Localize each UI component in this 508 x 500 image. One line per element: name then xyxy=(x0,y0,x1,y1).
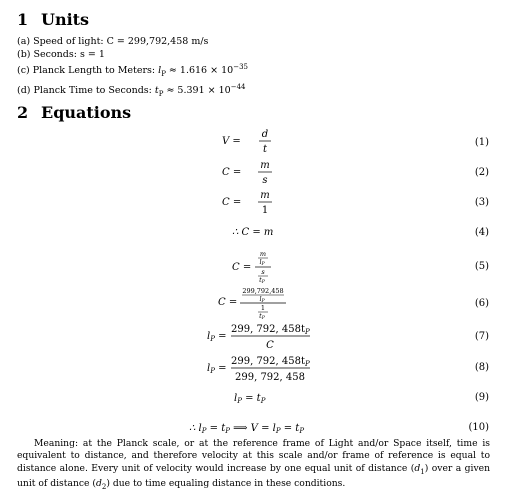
eq2-den: s xyxy=(262,175,268,186)
equation-1-math xyxy=(0,127,508,157)
eq3-den: 1 xyxy=(261,205,269,216)
eq4-text: ∴ C = m xyxy=(232,227,274,238)
section-title: Units xyxy=(41,10,90,29)
eq8-den: 299, 792, 458 xyxy=(235,372,305,383)
equation-4 xyxy=(0,222,508,252)
section-number: 1 xyxy=(17,10,29,29)
equation-9 xyxy=(0,388,508,418)
eq8-num: 299, 792, $458t_P$ xyxy=(231,356,310,368)
eq10-text: ∴ $l_P = t_P$ ⟹ $V = l_P = t_P$ xyxy=(189,423,305,435)
unit-b: (b) Seconds: s = 1 xyxy=(17,48,105,60)
eq6-lhs: C = xyxy=(218,297,238,308)
equation-number: (2) xyxy=(474,167,489,178)
eq1-lhs: V = xyxy=(222,136,241,147)
equation-10-math xyxy=(0,418,508,438)
eq1-num: d xyxy=(261,129,269,140)
unit-d: (d) Planck Time to Seconds: $t_P \approx 5.391 \times 10^{-44}$ xyxy=(17,82,246,98)
eq2-lhs: C = xyxy=(222,167,242,178)
equation-3-math xyxy=(0,188,508,218)
eq2-num: m xyxy=(260,160,270,171)
eq7-lhs: $l_P$ = xyxy=(207,331,227,343)
eq1-den: t xyxy=(262,144,268,155)
section-2-heading xyxy=(17,103,131,122)
section-title: Equations xyxy=(41,103,132,122)
equation-6-math xyxy=(0,286,508,320)
eq6-den-bot: tP xyxy=(259,312,265,321)
equation-number: (8) xyxy=(474,362,489,373)
units-list xyxy=(17,36,248,100)
equation-2-math xyxy=(0,158,508,188)
unit-a: (a) Speed of light: C = 299,792,458 m/s xyxy=(17,36,209,47)
unit-c: (c) Planck Length to Meters: $l_P \approx 1.616 \times 10^{-35}$ xyxy=(17,63,248,79)
eq5-den-top: s xyxy=(261,268,265,276)
equation-8 xyxy=(0,353,508,383)
equation-1 xyxy=(0,127,508,157)
eq5-num-bot: lP xyxy=(259,258,265,267)
equation-4-math xyxy=(0,222,508,242)
equation-number: (5) xyxy=(474,261,489,272)
equation-3 xyxy=(0,188,508,218)
equation-number: (3) xyxy=(474,197,489,208)
eq3-num: m xyxy=(260,190,270,201)
eq6-num-bot: lP xyxy=(259,295,265,304)
equation-number: (6) xyxy=(474,298,489,309)
eq5-den-bot: tP xyxy=(259,276,265,285)
eq5-lhs: C = xyxy=(232,262,252,273)
meaning-paragraph: Meaning: at the Planck scale, or at the reference frame of Light and/or Space itself, time is equivalent to distance, and therefore velocity at this scale and/or frame of reference is equal to distance alone. Every unit of velocity would increase by one equal unit of distance $(d_1)$ over a given unit of distance $(d_2)$ due to time equaling distance in these conditions. xyxy=(17,438,490,491)
eq3-lhs: C = xyxy=(222,197,242,208)
equation-7-math xyxy=(0,321,508,351)
equation-number: (1) xyxy=(474,137,489,148)
equation-6 xyxy=(0,286,508,321)
section-1-heading xyxy=(17,10,89,29)
eq9-text: $l_P = t_P$ xyxy=(234,393,266,405)
equation-number: (4) xyxy=(474,227,489,238)
eq5-num-top: m xyxy=(259,250,267,258)
eq7-num: 299, 792, $458t_P$ xyxy=(231,324,310,336)
equation-number: (7) xyxy=(474,331,489,342)
equation-7 xyxy=(0,321,508,351)
equation-5-math xyxy=(0,250,508,285)
eq7-den: C xyxy=(266,340,274,351)
eq6-num-top: 299,792,458 xyxy=(242,287,284,295)
section-number: 2 xyxy=(17,103,29,122)
equation-number: (9) xyxy=(474,392,489,403)
eq8-lhs: $l_P$ = xyxy=(207,363,227,375)
equation-5 xyxy=(0,250,508,285)
equation-2 xyxy=(0,158,508,188)
eq6-den-top: 1 xyxy=(260,304,266,312)
equation-9-math xyxy=(0,388,508,408)
equation-8-math xyxy=(0,353,508,383)
equation-number: (10) xyxy=(468,422,489,433)
